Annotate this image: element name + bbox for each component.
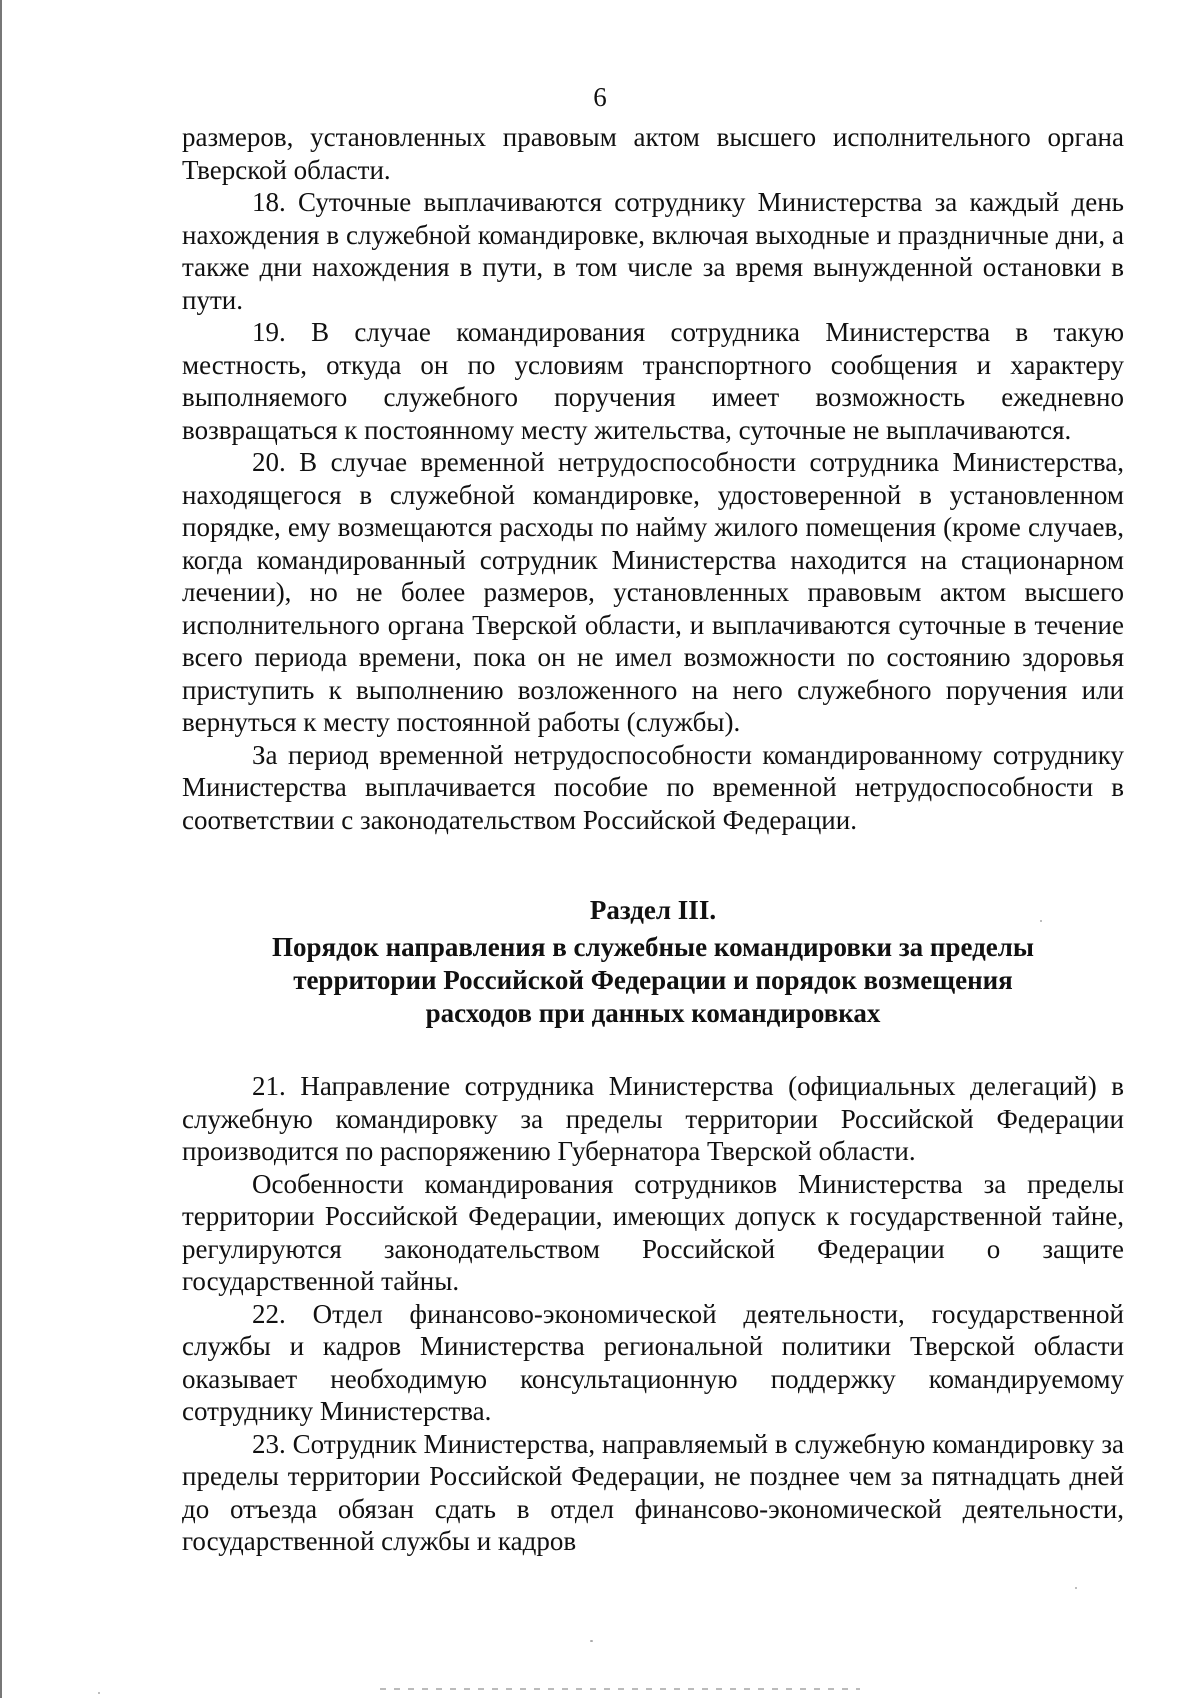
- paragraph-21: 21. Направление сотрудника Министерства (официальных делегаций) в служебную командировку за пределы территории Российской Федерации производится по распоряжению Губернатора Тверской области.: [182, 1071, 1124, 1166]
- paragraph-20: 20. В случае временной нетрудоспособности сотрудника Министерства, находящегося в служебной командировке, удостоверенной в установленном порядке, ему возмещаются расходы по найму жилого помещения (кроме случаев, когда командированный сотрудник Министерства находится на стационарном лечении), но не более размеров, установленных правовым актом высшего исполнительного органа Тверской области, и выплачиваются суточные в течение всего периода времени, пока он не имел возможности по состоянию здоровья приступить к выполнению возложенного на него служебного поручения или вернуться к месту постоянной работы (службы).: [182, 447, 1124, 737]
- scan-smudge: [380, 1688, 860, 1690]
- section-heading: [182, 894, 1124, 1030]
- paragraph-21-secrecy: Особенности командирования сотрудников Министерства за пределы территории Российской Федерации, имеющих допуск к государственной тайне, регулируются законодательством Российской Федерации о защите государственной тайны.: [182, 1168, 1124, 1296]
- section-heading-line-2: территории Российской Федерации и порядок возмещения: [293, 965, 1013, 995]
- paragraph-20-sickness-benefit: За период временной нетрудоспособности командированному сотруднику Министерства выплачивается пособие по временной нетрудоспособности в соответствии с законодательством Российской Федерации.: [182, 739, 1124, 835]
- paragraph-19: 19. В случае командирования сотрудника Министерства в такую местность, откуда он по условиям транспортного сообщения и характеру выполняемого служебного поручения имеет возможность ежедневно возвращаться к постоянному месту жительства, суточные не выплачиваются.: [182, 317, 1124, 445]
- section-title: Раздел III.: [589, 895, 717, 925]
- section-heading-line-1: Порядок направления в служебные командировки за пределы: [272, 932, 1034, 962]
- document-body: [182, 121, 1124, 1558]
- scan-edge: [0, 0, 2, 1698]
- paragraph-continuation: размеров, установленных правовым актом высшего исполнительного органа Тверской области.: [182, 122, 1124, 185]
- scan-speck: [98, 1692, 100, 1694]
- scan-speck: [1075, 1587, 1077, 1589]
- section-heading-line-3: расходов при данных командировках: [425, 998, 881, 1028]
- paragraph-18: 18. Суточные выплачиваются сотруднику Министерства за каждый день нахождения в служебной командировке, включая выходные и праздничные дни, а также дни нахождения в пути, в том числе за время вынужденной остановки в пути.: [182, 187, 1124, 315]
- paragraph-23: 23. Сотрудник Министерства, направляемый в служебную командировку за пределы территории Российской Федерации, не позднее чем за пятнадцать дней до отъезда обязан сдать в отдел финансово-экономической деятельности, государственной службы и кадров: [182, 1428, 1124, 1556]
- page-number: 6: [593, 82, 607, 112]
- paragraph-22: 22. Отдел финансово-экономической деятельности, государственной службы и кадров Министерства региональной политики Тверской области оказывает необходимую консультационную поддержку командируемому сотруднику Министерства.: [182, 1298, 1124, 1426]
- scan-speck: [590, 1640, 593, 1642]
- scan-speck: [1040, 920, 1042, 922]
